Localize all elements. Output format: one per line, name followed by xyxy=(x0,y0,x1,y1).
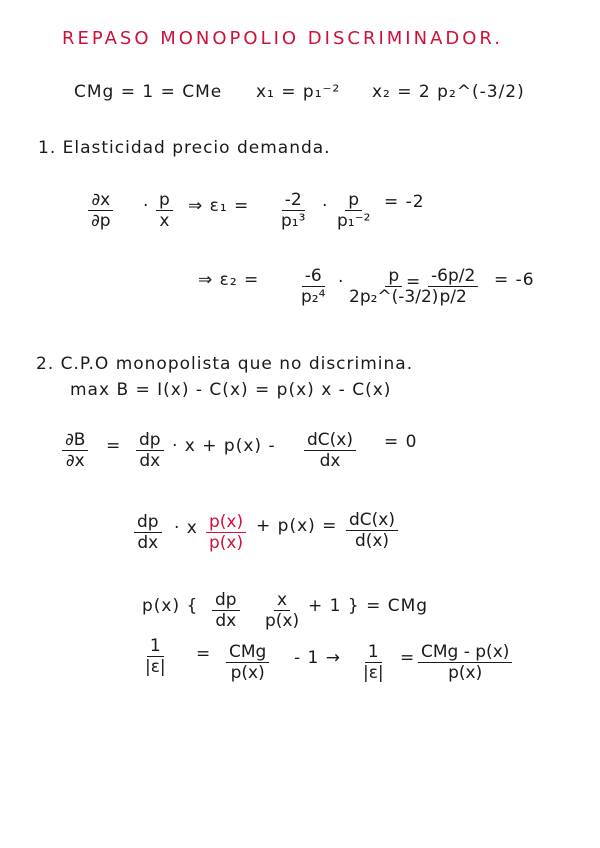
denominator: p₁⁻² xyxy=(337,211,371,231)
fraction-cancel xyxy=(428,266,478,307)
numerator: -6 xyxy=(302,266,325,287)
dot-operator: · xyxy=(322,196,329,216)
denominator: dx xyxy=(319,451,341,471)
numerator: p xyxy=(385,266,402,287)
denominator: d(x) xyxy=(354,531,390,551)
fraction-dC-dx xyxy=(304,430,356,471)
implies-epsilon2: ⇒ ε₂ = xyxy=(198,270,260,290)
dot-operator: · xyxy=(143,196,150,216)
denominator: p/2 xyxy=(439,287,467,307)
section1-heading: 1. Elasticidad precio demanda. xyxy=(38,138,331,158)
epsilon2-result: = -6 xyxy=(494,270,535,290)
denominator: ∂p xyxy=(91,211,111,231)
demand-2-equation: x₂ = 2 p₂^(-3/2) xyxy=(372,82,525,102)
numerator: 1 xyxy=(147,636,164,657)
denominator: 2p₂^(-3/2) xyxy=(349,287,439,307)
fraction-dB-dx xyxy=(62,430,88,471)
cost-equation: CMg = 1 = CMe xyxy=(74,82,223,102)
numerator: ∂x xyxy=(88,190,113,211)
times-x: · x xyxy=(174,518,198,538)
equals-sign: = xyxy=(196,644,212,664)
dot-operator: · xyxy=(338,272,345,292)
fraction-1-epsilon xyxy=(142,636,169,677)
fraction-cmg-minus-px xyxy=(418,642,512,683)
numerator: dp xyxy=(212,590,240,611)
section2-heading: 2. C.P.O monopolista que no discrimina. xyxy=(36,354,414,374)
denominator: dx xyxy=(139,451,161,471)
equals-sign: = xyxy=(106,436,122,456)
plus-one-equals-cmg: + 1 } = CMg xyxy=(308,596,429,616)
fraction-dx-dp xyxy=(88,190,114,231)
numerator: -2 xyxy=(282,190,305,211)
numerator: CMg - p(x) xyxy=(418,642,512,663)
numerator: dC(x) xyxy=(304,430,356,451)
fraction-px-px-highlight xyxy=(206,512,246,553)
fraction-x-px xyxy=(262,590,302,631)
implies-epsilon1: ⇒ ε₁ = xyxy=(188,196,250,216)
foc-equals-zero: = 0 xyxy=(384,432,418,452)
denominator: p(x) xyxy=(448,663,483,683)
numerator: x xyxy=(274,590,290,611)
numerator: dp xyxy=(134,512,162,533)
denominator: p₁³ xyxy=(281,211,306,231)
numerator: -6p/2 xyxy=(428,266,478,287)
numerator: p xyxy=(156,190,173,211)
fraction-p-x xyxy=(156,190,173,231)
foc-middle-terms: · x + p(x) - xyxy=(172,436,276,456)
px-brace-open: p(x) { xyxy=(142,596,199,616)
numerator: p xyxy=(345,190,362,211)
denominator: |ε| xyxy=(363,663,384,683)
fraction-dp-dx xyxy=(136,430,164,471)
page-title: REPASO MONOPOLIO DISCRIMINADOR. xyxy=(62,28,504,49)
equals-sign: = xyxy=(406,272,422,292)
fraction-dp-dx xyxy=(134,512,162,553)
denominator: x xyxy=(159,211,170,231)
denominator: dx xyxy=(137,533,159,553)
fraction-p-p1 xyxy=(334,190,373,231)
numerator: 1 xyxy=(365,642,382,663)
numerator: dC(x) xyxy=(346,510,398,531)
demand-1-equation: x₁ = p₁⁻² xyxy=(256,82,341,102)
fraction-dp-dx-3 xyxy=(212,590,240,631)
fraction-minus6-p2 xyxy=(298,266,328,307)
denominator: p(x) xyxy=(230,663,265,683)
denominator: p(x) xyxy=(265,611,300,631)
numerator: CMg xyxy=(226,642,269,663)
minus-one-arrow: - 1 → xyxy=(294,648,342,668)
denominator: p₂⁴ xyxy=(301,287,326,307)
profit-objective: max B = I(x) - C(x) = p(x) x - C(x) xyxy=(70,380,392,400)
fraction-1-epsilon-2 xyxy=(360,642,387,683)
plus-px-equals: + p(x) = xyxy=(256,516,338,536)
numerator: dp xyxy=(136,430,164,451)
fraction-cmg-px xyxy=(226,642,269,683)
epsilon1-result: = -2 xyxy=(384,192,425,212)
numerator: ∂B xyxy=(62,430,88,451)
denominator: ∂x xyxy=(65,451,85,471)
fraction-minus2-p1cubed xyxy=(278,190,308,231)
numerator: p(x) xyxy=(206,512,246,533)
denominator: p(x) xyxy=(209,533,244,553)
fraction-dC-dx-2 xyxy=(346,510,398,551)
equals-sign: = xyxy=(400,648,416,668)
denominator: dx xyxy=(215,611,237,631)
denominator: |ε| xyxy=(145,657,166,677)
